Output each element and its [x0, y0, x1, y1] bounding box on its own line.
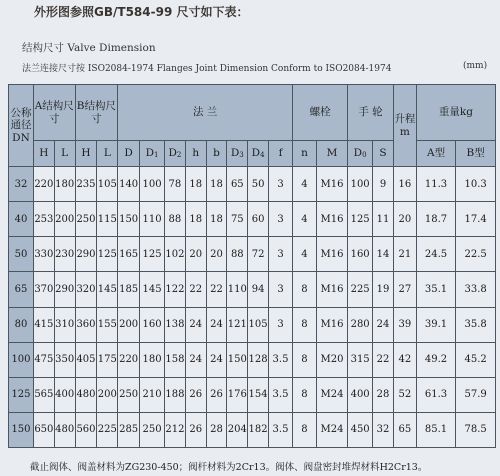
cell-lift: 21: [393, 237, 416, 272]
flange-standard-subtitle: 法兰连接尺寸按 ISO2084-1974 Flanges Joint Dimension Conform to ISO2084-1974: [22, 64, 392, 74]
cell-h: 18: [185, 167, 206, 202]
cell-d: 250: [118, 377, 140, 412]
cell-al: 180: [54, 167, 75, 202]
sub-weight-b: B型: [456, 141, 496, 167]
cell-wb: 33.8: [456, 272, 496, 307]
cell-lift: 20: [393, 202, 416, 237]
cell-al: 200: [54, 202, 75, 237]
cell-m: M16: [316, 202, 347, 237]
cell-s: 19: [373, 272, 394, 307]
cell-d2: 212: [165, 412, 186, 447]
header-bolt: 螺栓: [293, 85, 348, 141]
cell-wb: 78.5: [456, 412, 496, 447]
sub-b: b: [206, 141, 227, 167]
cell-h: 22: [185, 272, 206, 307]
sub-d2: [165, 141, 186, 167]
cell-lift: 16: [393, 167, 416, 202]
cell-wb: 10.3: [456, 167, 496, 202]
cell-s: 9: [373, 167, 394, 202]
cell-n: 4: [293, 167, 317, 202]
header-dn-label: DN: [12, 131, 30, 144]
cell-s: 28: [373, 377, 394, 412]
cell-n: 8: [293, 307, 317, 342]
cell-d1: 250: [140, 412, 165, 447]
cell-bh: 250: [75, 202, 97, 237]
cell-bh: 480: [75, 377, 97, 412]
table-row: [9, 237, 496, 272]
cell-d2: 138: [165, 307, 186, 342]
cell-d: 140: [118, 167, 140, 202]
cell-d0: 160: [348, 237, 373, 272]
cell-bl: 115: [97, 202, 118, 237]
header-flange: 法 兰: [118, 85, 293, 141]
cell-wa: 11.3: [416, 167, 456, 202]
sub-d2-index: 2: [176, 151, 182, 160]
cell-ah: 253: [33, 202, 54, 237]
cell-d3: 65: [227, 167, 248, 202]
cell-d1: 180: [140, 342, 165, 377]
cell-al: 230: [54, 237, 75, 272]
cell-ah: 370: [33, 272, 54, 307]
cell-al: 400: [54, 377, 75, 412]
sub-a-h: H: [33, 141, 54, 167]
cell-f: 3.5: [269, 342, 293, 377]
cell-n: 8: [293, 412, 317, 447]
sub-d3: [227, 141, 248, 167]
cell-d4: 60: [248, 202, 269, 237]
cell-b: 22: [206, 272, 227, 307]
sub-d1-main: D: [145, 147, 154, 160]
header-lift-label: 升程: [394, 112, 416, 125]
cell-al: 350: [54, 342, 75, 377]
cell-h: 18: [185, 202, 206, 237]
sub-d4-main: D: [251, 147, 261, 160]
cell-s: 14: [373, 237, 394, 272]
cell-m: M16: [316, 237, 347, 272]
table-row: [9, 272, 496, 307]
unit-label: (mm): [463, 61, 488, 71]
cell-dn: 150: [9, 412, 34, 447]
cell-d: 285: [118, 412, 140, 447]
cell-b: 26: [206, 377, 227, 412]
cell-bl: 200: [97, 377, 118, 412]
cell-d1: 210: [140, 377, 165, 412]
cell-bl: 125: [97, 237, 118, 272]
table-body: [9, 85, 496, 448]
cell-s: 11: [373, 202, 394, 237]
cell-lift: 42: [393, 342, 416, 377]
cell-b: 18: [206, 202, 227, 237]
cell-m: M24: [316, 377, 347, 412]
cell-dn: 80: [9, 307, 34, 342]
sub-weight-a: A型: [416, 141, 456, 167]
cell-d: 165: [118, 237, 140, 272]
sub-b-l: L: [97, 141, 118, 167]
sub-a-l: L: [54, 141, 75, 167]
cell-h: 20: [185, 237, 206, 272]
cell-dn: 50: [9, 237, 34, 272]
cell-wb: 22.5: [456, 237, 496, 272]
cell-dn: 125: [9, 377, 34, 412]
cell-d0: 315: [348, 342, 373, 377]
cell-s: 32: [373, 412, 394, 447]
cell-f: 3: [269, 307, 293, 342]
page-title: 外形图参照GB/T584-99 尺寸如下表：: [34, 5, 249, 19]
cell-d4: 182: [248, 412, 269, 447]
sub-d4: [248, 141, 269, 167]
sub-h: h: [185, 141, 206, 167]
cell-bl: 105: [97, 167, 118, 202]
cell-bh: 560: [75, 412, 97, 447]
table-row: [9, 412, 496, 447]
cell-f: 3: [269, 237, 293, 272]
header-handwheel: 手 轮: [348, 85, 394, 141]
cell-m: M16: [316, 167, 347, 202]
cell-h: 24: [185, 307, 206, 342]
cell-ah: 415: [33, 307, 54, 342]
cell-s: 24: [373, 307, 394, 342]
header-lift: [393, 85, 416, 167]
cell-d3: 176: [227, 377, 248, 412]
sub-f: f: [269, 141, 293, 167]
sub-b-h: H: [75, 141, 97, 167]
cell-s: 22: [373, 342, 394, 377]
cell-ah: 565: [33, 377, 54, 412]
sub-d0-main: D: [353, 147, 363, 160]
sub-d: D: [118, 141, 140, 167]
header-lift-unit: m: [399, 125, 410, 138]
sub-d0-index: 0: [362, 151, 367, 160]
cell-m: M16: [316, 272, 347, 307]
material-note: 截止阀体、阀盖材料为ZG230-450；阀杆材料为2Cr13。阀体、阀盘密封堆焊材料H2Cr13。: [30, 462, 428, 473]
cell-m: M20: [316, 342, 347, 377]
cell-f: 3: [269, 167, 293, 202]
cell-lift: 39: [393, 307, 416, 342]
cell-d3: 150: [227, 342, 248, 377]
cell-d4: 72: [248, 237, 269, 272]
cell-d0: 225: [348, 272, 373, 307]
header-a-structure: A结构尺寸: [33, 85, 75, 141]
cell-d0: 125: [348, 202, 373, 237]
cell-lift: 27: [393, 272, 416, 307]
cell-d: 200: [118, 307, 140, 342]
cell-wa: 39.1: [416, 307, 456, 342]
cell-m: M16: [316, 307, 347, 342]
sub-d3-index: 3: [239, 151, 244, 160]
cell-h: 24: [185, 342, 206, 377]
cell-d4: 128: [248, 342, 269, 377]
cell-d2: 188: [165, 377, 186, 412]
sub-d1-index: 1: [154, 151, 159, 160]
cell-f: 3: [269, 272, 293, 307]
cell-bl: 155: [97, 307, 118, 342]
table-row: [9, 377, 496, 412]
subheader-row: [9, 141, 496, 167]
cell-bh: 320: [75, 272, 97, 307]
cell-wa: 85.1: [416, 412, 456, 447]
cell-d1: 160: [140, 307, 165, 342]
cell-d3: 88: [227, 237, 248, 272]
cell-d4: 94: [248, 272, 269, 307]
sub-d3-main: D: [230, 147, 240, 160]
sub-d4-index: 4: [260, 151, 265, 160]
sub-d1: [140, 141, 165, 167]
valve-dimension-subtitle: 结构尺寸 Valve Dimension: [22, 42, 156, 54]
cell-d1: 145: [140, 272, 165, 307]
cell-m: M24: [316, 412, 347, 447]
cell-wa: 61.3: [416, 377, 456, 412]
cell-d4: 105: [248, 307, 269, 342]
cell-d0: 450: [348, 412, 373, 447]
cell-dn: 32: [9, 167, 34, 202]
cell-d1: 125: [140, 237, 165, 272]
cell-d: 220: [118, 342, 140, 377]
cell-al: 310: [54, 307, 75, 342]
cell-d0: 400: [348, 377, 373, 412]
cell-f: 3.5: [269, 412, 293, 447]
cell-ah: 330: [33, 237, 54, 272]
cell-wa: 35.1: [416, 272, 456, 307]
cell-b: 18: [206, 167, 227, 202]
cell-d3: 110: [227, 272, 248, 307]
cell-d1: 110: [140, 202, 165, 237]
cell-n: 4: [293, 237, 317, 272]
cell-d2: 102: [165, 237, 186, 272]
cell-wb: 17.4: [456, 202, 496, 237]
cell-al: 480: [54, 412, 75, 447]
sub-d2-main: D: [168, 147, 177, 160]
cell-d3: 75: [227, 202, 248, 237]
cell-wb: 57.9: [456, 377, 496, 412]
cell-d0: 280: [348, 307, 373, 342]
cell-d: 150: [118, 202, 140, 237]
cell-bh: 235: [75, 167, 97, 202]
cell-b: 24: [206, 342, 227, 377]
sub-m: M: [316, 141, 347, 167]
cell-wb: 35.8: [456, 307, 496, 342]
cell-dn: 100: [9, 342, 34, 377]
header-b-structure: B结构尺寸: [75, 85, 118, 141]
cell-f: 3: [269, 202, 293, 237]
cell-ah: 475: [33, 342, 54, 377]
cell-d4: 50: [248, 167, 269, 202]
cell-dn: 65: [9, 272, 34, 307]
cell-n: 8: [293, 272, 317, 307]
cell-n: 8: [293, 377, 317, 412]
header-weight: 重量kg: [416, 85, 495, 141]
cell-n: 4: [293, 202, 317, 237]
cell-b: 20: [206, 237, 227, 272]
cell-bl: 175: [97, 342, 118, 377]
cell-h: 26: [185, 377, 206, 412]
cell-ah: 220: [33, 167, 54, 202]
cell-b: 28: [206, 412, 227, 447]
cell-d4: 154: [248, 377, 269, 412]
cell-d3: 204: [227, 412, 248, 447]
header-nominal-diameter: [9, 85, 34, 167]
cell-d2: 78: [165, 167, 186, 202]
table-row: [9, 342, 496, 377]
cell-d3: 121: [227, 307, 248, 342]
cell-wa: 24.5: [416, 237, 456, 272]
cell-wa: 49.2: [416, 342, 456, 377]
dimension-table: [8, 84, 496, 448]
cell-d2: 88: [165, 202, 186, 237]
cell-bl: 145: [97, 272, 118, 307]
header-row: [9, 85, 496, 141]
cell-lift: 65: [393, 412, 416, 447]
cell-h: 26: [185, 412, 206, 447]
cell-dn: 40: [9, 202, 34, 237]
cell-d0: 100: [348, 167, 373, 202]
table-row: [9, 202, 496, 237]
header-nominal-label: 公称通径: [10, 106, 32, 132]
cell-wa: 18.7: [416, 202, 456, 237]
cell-al: 290: [54, 272, 75, 307]
cell-wb: 45.2: [456, 342, 496, 377]
sub-d0: [348, 141, 373, 167]
cell-bh: 290: [75, 237, 97, 272]
cell-d2: 122: [165, 272, 186, 307]
cell-lift: 52: [393, 377, 416, 412]
cell-n: 8: [293, 342, 317, 377]
cell-ah: 650: [33, 412, 54, 447]
sub-s: S: [373, 141, 394, 167]
cell-d: 185: [118, 272, 140, 307]
sub-n: n: [293, 141, 317, 167]
cell-b: 24: [206, 307, 227, 342]
table-row: [9, 307, 496, 342]
table-row: [9, 167, 496, 202]
cell-bl: 225: [97, 412, 118, 447]
cell-f: 3.5: [269, 377, 293, 412]
cell-bh: 405: [75, 342, 97, 377]
cell-d1: 100: [140, 167, 165, 202]
cell-bh: 360: [75, 307, 97, 342]
cell-d2: 158: [165, 342, 186, 377]
